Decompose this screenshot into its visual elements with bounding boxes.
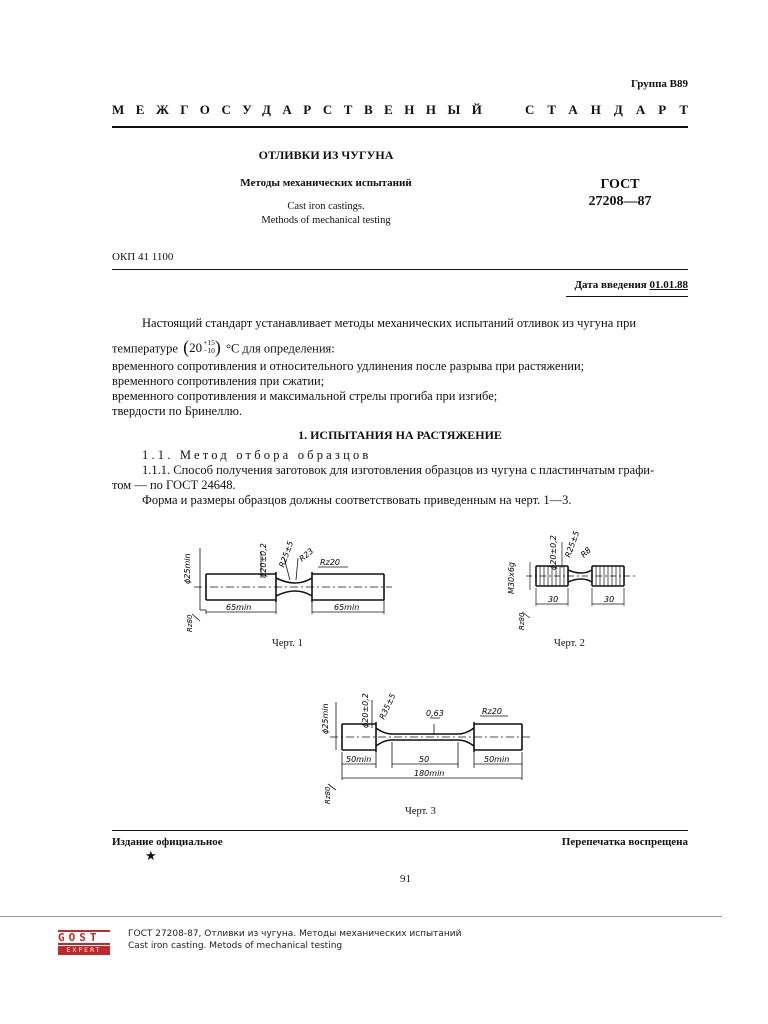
d2-r2-label: R8: [579, 545, 593, 560]
logo-gost-text: GOST: [58, 930, 110, 945]
drawing-2: [496, 522, 646, 634]
intro-date-label: Дата введения: [574, 279, 647, 291]
d1-rz-label: Rz20: [320, 558, 340, 567]
d1-rz80-label: Rz80: [186, 614, 194, 632]
reprint-prohibited: Перепечатка воспрещена: [561, 836, 688, 848]
gost-code: [560, 176, 680, 210]
d3-dia-label: ϕ25min: [321, 703, 330, 734]
title-en-line: Methods of mechanical testing: [261, 215, 391, 226]
date-rule: [566, 296, 688, 297]
d1-r2-label: R23: [297, 546, 316, 564]
temp-sup: +15: [203, 338, 215, 347]
okp-code: ОКП 41 1100: [112, 251, 174, 263]
official-edition: Издание официальное: [112, 836, 223, 848]
temp-suffix: °С для определения:: [225, 341, 335, 356]
gost-number: 27208—87: [588, 194, 652, 209]
temp-base: 20: [189, 339, 203, 355]
paragraph-forms: Форма и размеры образцов должны соответствовать приведенным на черт. 1—3.: [142, 493, 572, 507]
drawing-1: [178, 522, 408, 634]
paragraph-1-1-1-cont: том — по ГОСТ 24648.: [112, 478, 236, 492]
d1-r1-label: R25±5: [277, 539, 296, 569]
d3-tol-label: 0,63: [426, 709, 444, 718]
footer-rule: [112, 830, 688, 831]
list-item: временного сопротивления при сжатии;: [112, 374, 325, 388]
d3-len-left-label: 50min: [346, 755, 372, 764]
drawing-3: [318, 672, 548, 804]
d2-len2-label: 30: [604, 595, 615, 604]
doc-title-english: [112, 200, 540, 228]
document-meta: [128, 928, 462, 952]
doc-subtitle: Методы механических испытаний: [240, 177, 412, 189]
d3-len-mid-label: 50: [419, 755, 430, 764]
gost-expert-logo[interactable]: [58, 930, 110, 955]
logo-expert-text: EXPERT: [58, 946, 110, 955]
section-heading: 1. ИСПЫТАНИЯ НА РАСТЯЖЕНИЕ: [298, 428, 502, 442]
drawing-3-caption: Черт. 3: [405, 806, 436, 817]
standard-word-standard: СТАНДАРТ: [524, 102, 701, 117]
title-en-line: Cast iron castings.: [287, 201, 365, 212]
d3-dia-neck-label: ϕ20±0,2: [361, 693, 370, 728]
standard-banner: [112, 101, 701, 119]
subsection-title: 1.1. Метод отбора образцов: [142, 448, 372, 462]
d2-len1-label: 30: [548, 595, 559, 604]
meta-line-ru: ГОСТ 27208-87, Отливки из чугуна. Методы механических испытаний: [128, 929, 462, 939]
meta-line-en: Cast iron casting. Metods of mechanical testing: [128, 941, 343, 951]
list-item: временного сопротивления и относительного удлинения после разрыва при растяжении;: [112, 359, 585, 373]
banner-divider: [0, 916, 722, 917]
header-rule: [112, 126, 688, 128]
d2-dia-neck-label: ϕ20±0,2: [549, 535, 558, 570]
page-number: 91: [400, 873, 411, 885]
d1-dia-neck-label: ϕ20±0,2: [259, 543, 268, 578]
d2-rz80-label: Rz80: [518, 612, 526, 630]
okp-rule: [112, 269, 688, 270]
list-item: временного сопротивления и максимальной стрелы прогиба при изгибе;: [112, 389, 498, 403]
temp-sub: −10: [203, 346, 215, 355]
standard-word-interstate: МЕЖГОСУДАРСТВЕННЫЙ: [112, 102, 494, 117]
d3-rz-label: Rz20: [482, 707, 502, 716]
drawing-2-caption: Черт. 2: [554, 638, 585, 649]
temp-prefix: температуре: [112, 341, 178, 356]
doc-title: ОТЛИВКИ ИЗ ЧУГУНА: [258, 148, 394, 162]
d2-thread-label: M30x6g: [507, 562, 516, 594]
purpose-list: [112, 359, 688, 419]
d3-len-right-label: 50min: [484, 755, 510, 764]
star-icon: ★: [145, 848, 157, 863]
subsection-heading: [112, 448, 688, 463]
temperature-value: ( 20 +15 −10 ): [183, 336, 221, 357]
d1-len1-label: 65min: [226, 603, 252, 612]
d3-len-total-label: 180min: [414, 769, 445, 778]
d3-rz80-label: Rz80: [324, 786, 332, 804]
group-code: Группа В89: [630, 78, 688, 90]
d1-len2-label: 65min: [334, 603, 360, 612]
d2-r1-label: R25±5: [563, 529, 582, 559]
intro-date-value: 01.01.88: [649, 279, 688, 291]
drawing-1-caption: Черт. 1: [272, 638, 303, 649]
paragraph-1-1-1: 1.1.1. Способ получения заготовок для изготовления образцов из чугуна с пластинчатым графи-: [142, 463, 655, 477]
intro-paragraph: Настоящий стандарт устанавливает методы механических испытаний отливок из чугуна при: [142, 316, 637, 330]
list-item: твердости по Бринеллю.: [112, 404, 243, 418]
intro-date: [574, 279, 688, 291]
d1-dia-label: ϕ25min: [183, 553, 192, 584]
intro-paragraph-temp: [112, 336, 688, 357]
d3-r-label: R35±5: [377, 692, 398, 721]
gost-label: ГОСТ: [600, 177, 640, 192]
